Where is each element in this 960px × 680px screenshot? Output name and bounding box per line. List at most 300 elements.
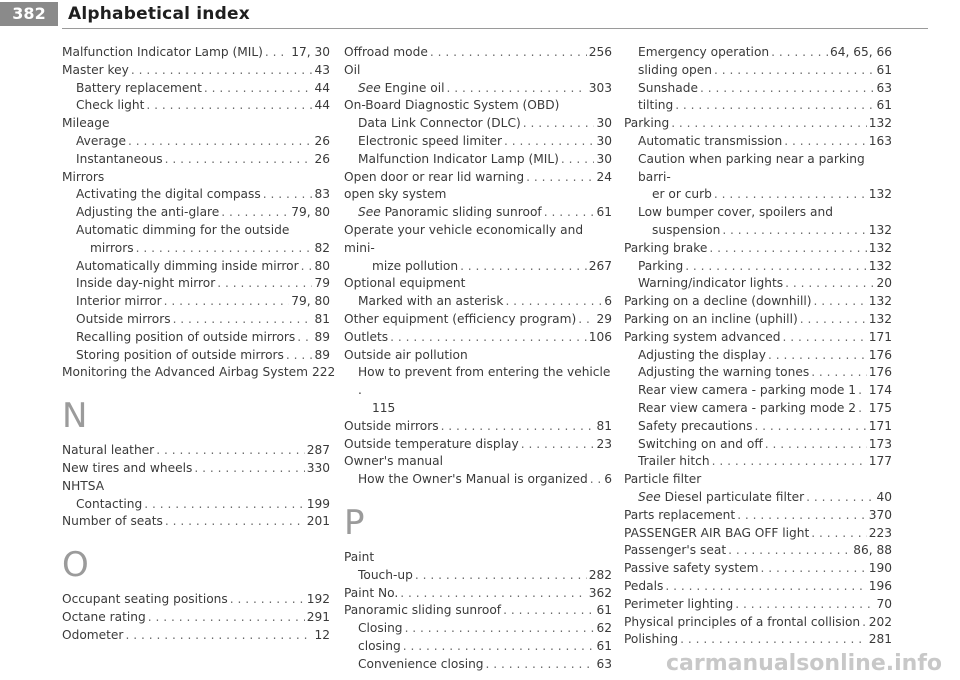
index-entry xyxy=(344,329,612,347)
page-reference: 291 xyxy=(306,609,330,624)
index-entry xyxy=(344,602,612,620)
dot-leader xyxy=(858,382,867,400)
dot-leader xyxy=(460,258,587,276)
index-entry xyxy=(62,460,330,478)
index-entry-text: Odometer xyxy=(62,627,124,642)
index-entry-text: Activating the digital compass xyxy=(76,187,261,202)
index-entry xyxy=(624,329,892,347)
dot-leader xyxy=(286,347,313,365)
index-entry-text: Rear view camera - parking mode 2 xyxy=(638,400,857,415)
index-entry-text: Parking system advanced xyxy=(624,329,781,344)
index-entry-text: sliding open xyxy=(638,62,712,77)
page-reference: 63 xyxy=(876,80,892,95)
dot-leader xyxy=(173,311,313,329)
index-entry xyxy=(62,442,330,460)
index-heading xyxy=(344,400,612,418)
dot-leader xyxy=(783,329,867,347)
index-entry-text: Parking xyxy=(624,116,670,131)
index-entry-text: How to prevent from entering the vehicle . xyxy=(358,365,611,398)
index-entry xyxy=(62,240,330,258)
index-entry xyxy=(62,151,330,169)
page-reference: 256 xyxy=(588,45,612,59)
dot-leader xyxy=(814,293,867,311)
dot-leader xyxy=(714,62,874,80)
index-entry xyxy=(62,97,330,115)
dot-leader xyxy=(521,436,595,454)
index-entry-text: Closing xyxy=(358,621,403,636)
index-entry xyxy=(624,400,892,418)
index-entry xyxy=(624,347,892,365)
see-reference: See xyxy=(358,80,381,95)
index-entry-text: Parking xyxy=(638,258,684,273)
index-entry xyxy=(62,258,330,276)
index-entry-text: Polishing xyxy=(624,632,679,647)
dot-leader xyxy=(400,585,586,603)
index-column-2 xyxy=(344,44,612,674)
index-entry xyxy=(624,80,892,98)
dot-leader xyxy=(768,347,867,365)
dot-leader xyxy=(523,115,595,133)
index-entry-text: Automatic dimming for the outside xyxy=(76,222,290,237)
index-entry xyxy=(62,293,330,311)
dot-leader xyxy=(297,329,312,347)
index-entry xyxy=(624,222,892,240)
dot-leader xyxy=(131,62,313,80)
index-heading xyxy=(624,151,892,187)
page-reference: 177 xyxy=(868,454,892,469)
index-column-1 xyxy=(62,44,336,645)
index-entry xyxy=(62,513,330,531)
index-entry xyxy=(624,560,892,578)
index-entry-text: Convenience closing xyxy=(358,656,484,671)
dot-leader xyxy=(735,596,874,614)
dot-leader xyxy=(301,258,313,276)
page-reference: 176 xyxy=(868,365,892,380)
index-entry xyxy=(624,97,892,115)
page-reference: 40 xyxy=(876,489,892,504)
page-reference: 362 xyxy=(588,585,612,600)
page-reference: 132 xyxy=(868,116,892,131)
index-entry-text: open sky system xyxy=(344,187,447,202)
index-entry-text: Inside day-night mirror xyxy=(76,276,216,291)
dot-leader xyxy=(665,578,866,596)
page-reference: 81 xyxy=(596,418,612,433)
page-reference: 17, 30 xyxy=(291,45,330,59)
index-entry-text: Owner's manual xyxy=(344,454,444,469)
page-reference: 132 xyxy=(868,311,892,326)
index-entry xyxy=(624,525,892,543)
page-reference: 29 xyxy=(596,311,612,326)
index-entry xyxy=(624,578,892,596)
dot-leader xyxy=(441,418,595,436)
dot-leader xyxy=(505,293,602,311)
index-entry xyxy=(62,133,330,151)
dot-leader xyxy=(148,609,305,627)
index-entry xyxy=(62,609,330,627)
index-entry-text: Outside temperature display xyxy=(344,436,519,451)
index-entry-text: Marked with an asterisk xyxy=(358,294,504,309)
index-entry xyxy=(624,258,892,276)
page-reference: 171 xyxy=(868,329,892,344)
index-entry-text: Open door or rear lid warning xyxy=(344,169,525,184)
index-entry-text: Paint xyxy=(344,549,375,564)
page-reference: 26 xyxy=(314,151,330,166)
dot-leader xyxy=(800,311,867,329)
index-heading xyxy=(344,186,612,204)
dot-leader xyxy=(714,186,867,204)
index-heading xyxy=(624,471,892,489)
index-entry xyxy=(62,275,330,293)
page-reference: 199 xyxy=(306,496,330,511)
index-entry-text: Warning/indicator lights xyxy=(638,276,784,291)
page-reference: 63 xyxy=(596,656,612,671)
index-entry xyxy=(624,115,892,133)
index-entry-text: Outside air pollution xyxy=(344,347,468,362)
dot-leader xyxy=(712,453,867,471)
index-entry-text: Other equipment (efficiency program) xyxy=(344,311,577,326)
index-entry xyxy=(62,204,330,222)
index-entry xyxy=(62,364,336,382)
page-reference: 222 xyxy=(312,365,336,380)
index-entry-text: Mileage xyxy=(62,116,110,131)
page-reference: 175 xyxy=(868,400,892,415)
index-entry xyxy=(62,347,330,365)
index-entry-text: New tires and wheels xyxy=(62,460,193,475)
index-entry-text: Battery replacement xyxy=(76,80,202,95)
index-entry-text: Emergency operation xyxy=(638,45,770,59)
index-entry-text: Particle filter xyxy=(624,472,702,487)
dot-leader xyxy=(125,627,312,645)
page-reference: 173 xyxy=(868,436,892,451)
dot-leader xyxy=(578,311,594,329)
page-reference: 79, 80 xyxy=(291,205,330,220)
index-entry xyxy=(344,169,612,187)
dot-leader xyxy=(671,115,867,133)
page-reference: 61 xyxy=(596,205,612,220)
page-reference: 163 xyxy=(868,133,892,148)
dot-leader xyxy=(265,44,289,62)
index-entry-text: Automatic transmission xyxy=(638,133,783,148)
index-heading xyxy=(344,222,612,258)
page-reference: 44 xyxy=(314,80,330,95)
index-entry-text: Diesel particulate filter xyxy=(664,489,805,504)
index-entry-text: mirrors xyxy=(90,240,134,255)
index-entry xyxy=(624,382,892,400)
index-entry xyxy=(624,364,892,382)
index-entry-text: On-Board Diagnostic System (OBD) xyxy=(344,98,560,113)
index-letter-heading: P xyxy=(344,502,365,543)
index-entry-text: mize pollution xyxy=(372,258,459,273)
index-entry-text: suspension xyxy=(652,222,721,237)
index-heading xyxy=(62,169,330,187)
page-reference: 6 xyxy=(604,294,612,309)
dot-leader xyxy=(165,151,313,169)
index-letter-heading: N xyxy=(62,396,88,437)
dot-leader xyxy=(858,400,867,418)
index-entry-text: Parking brake xyxy=(624,240,708,255)
page-reference: 176 xyxy=(868,347,892,362)
page-reference: 61 xyxy=(876,98,892,113)
index-entry-text: Master key xyxy=(62,62,129,77)
dot-leader xyxy=(561,151,595,169)
index-heading xyxy=(344,453,612,471)
index-entry xyxy=(344,151,612,169)
page-reference: 20 xyxy=(876,276,892,291)
index-heading xyxy=(62,222,330,240)
header-divider xyxy=(62,28,928,29)
dot-leader xyxy=(680,631,867,649)
index-heading xyxy=(344,275,612,293)
page-reference: 70 xyxy=(876,596,892,611)
index-entry-text: Number of seats xyxy=(62,514,163,529)
index-entry xyxy=(344,44,612,62)
index-entry xyxy=(344,80,612,98)
index-entry-text: Instantaneous xyxy=(76,151,163,166)
index-entry-text: er or curb xyxy=(652,187,712,202)
page-reference: 79 xyxy=(314,276,330,291)
page-reference: 83 xyxy=(314,187,330,202)
index-entry xyxy=(344,471,612,489)
index-entry-text: Perimeter lighting xyxy=(624,596,734,611)
index-entry-text: Occupant seating positions xyxy=(62,592,228,607)
dot-leader xyxy=(221,204,289,222)
index-entry xyxy=(624,311,892,329)
index-entry-text: Safety precautions xyxy=(638,418,753,433)
index-entry-text: How the Owner's Manual is organized xyxy=(358,472,588,487)
index-entry xyxy=(624,62,892,80)
dot-leader xyxy=(230,591,305,609)
index-heading xyxy=(344,62,612,80)
index-entry xyxy=(624,436,892,454)
index-entry-text: Sunshade xyxy=(638,80,698,95)
dot-leader xyxy=(590,471,603,489)
index-entry-text: Outlets xyxy=(344,329,389,344)
index-entry xyxy=(344,311,612,329)
page-reference: 201 xyxy=(306,514,330,529)
page-reference: 223 xyxy=(868,525,892,540)
page-reference: 190 xyxy=(868,561,892,576)
page-reference: 174 xyxy=(868,383,892,398)
index-entry-text: Malfunction Indicator Lamp (MIL) xyxy=(62,45,263,59)
page-reference: 132 xyxy=(868,222,892,237)
dot-leader xyxy=(685,258,867,276)
index-entry-text: Rear view camera - parking mode 1 xyxy=(638,383,857,398)
dot-leader xyxy=(526,169,594,187)
page-reference: 282 xyxy=(588,567,612,582)
index-entry-text: PASSENGER AIR BAG OFF light xyxy=(624,525,810,540)
index-entry-text: Contacting xyxy=(76,496,143,511)
page-reference: 64, 65, 66 xyxy=(829,45,892,59)
index-entry xyxy=(344,620,612,638)
page-reference: 132 xyxy=(868,240,892,255)
dot-leader xyxy=(263,186,313,204)
dot-leader xyxy=(811,364,867,382)
index-entry-text: Octane rating xyxy=(62,609,146,624)
page-reference: 82 xyxy=(314,240,330,255)
dot-leader xyxy=(165,513,305,531)
index-heading xyxy=(62,478,330,496)
index-entry xyxy=(624,507,892,525)
index-entry-text: Operate your vehicle economically and mini- xyxy=(344,222,584,255)
index-entry-text: Low bumper cover, spoilers and xyxy=(638,205,833,220)
watermark: carmanualsonline.info xyxy=(666,651,942,676)
dot-leader xyxy=(784,133,867,151)
index-entry-text: Physical principles of a frontal collision xyxy=(624,614,861,629)
index-entry xyxy=(62,80,330,98)
index-heading xyxy=(344,347,612,365)
index-entry-text: Switching on and off xyxy=(638,436,763,451)
dot-leader xyxy=(486,656,595,674)
page-reference: 62 xyxy=(596,621,612,636)
index-entry-text: Electronic speed limiter xyxy=(358,133,502,148)
index-entry-text: Mirrors xyxy=(62,169,105,184)
index-entry xyxy=(62,44,330,62)
dot-leader xyxy=(754,418,866,436)
dot-leader xyxy=(446,80,586,98)
dot-leader xyxy=(675,97,874,115)
index-heading xyxy=(624,204,892,222)
index-entry xyxy=(624,596,892,614)
dot-leader xyxy=(217,275,312,293)
index-entry xyxy=(62,62,330,80)
index-entry-text: Offroad mode xyxy=(344,45,428,59)
index-heading xyxy=(62,115,330,133)
index-entry-text: Monitoring the Advanced Airbag System xyxy=(62,365,308,380)
page-reference: 12 xyxy=(314,627,330,642)
index-entry-text: Pedals xyxy=(624,578,664,593)
dot-leader xyxy=(194,460,304,478)
index-entry-text: Interior mirror xyxy=(76,294,162,309)
index-entry xyxy=(624,186,892,204)
index-entry-text: tilting xyxy=(638,98,674,113)
index-entry xyxy=(344,567,612,585)
index-entry xyxy=(624,614,892,632)
page-reference: 30 xyxy=(596,151,612,166)
index-entry-text: Data Link Connector (DLC) xyxy=(358,116,521,131)
page-reference: 61 xyxy=(876,62,892,77)
dot-leader xyxy=(806,489,874,507)
index-entry-text: Check light xyxy=(76,98,145,113)
dot-leader xyxy=(144,496,304,514)
dot-leader xyxy=(164,293,290,311)
dot-leader xyxy=(722,222,866,240)
index-entry-text: Passenger's seat xyxy=(624,543,727,558)
page-reference: 89 xyxy=(314,347,330,362)
dot-leader xyxy=(771,44,828,62)
index-entry xyxy=(624,489,892,507)
page-reference: 30 xyxy=(596,133,612,148)
index-entry xyxy=(62,591,330,609)
dot-leader xyxy=(405,620,595,638)
dot-leader xyxy=(415,567,587,585)
see-reference: See xyxy=(638,489,661,504)
index-heading xyxy=(344,364,612,400)
page-reference: 202 xyxy=(868,614,892,629)
index-entry-text: Parking on an incline (uphill) xyxy=(624,311,798,326)
page-reference: 43 xyxy=(314,62,330,77)
dot-leader xyxy=(403,638,595,656)
dot-leader xyxy=(700,80,875,98)
index-entry-text: Paint No. xyxy=(344,585,399,600)
page-reference: 192 xyxy=(306,592,330,607)
index-entry-text: Outside mirrors xyxy=(344,418,439,433)
page-reference: 303 xyxy=(588,80,612,95)
index-entry xyxy=(344,293,612,311)
page-reference: 370 xyxy=(868,507,892,522)
page-reference: 30 xyxy=(596,116,612,131)
index-entry-text: Optional equipment xyxy=(344,276,466,291)
index-entry xyxy=(624,293,892,311)
index-entry xyxy=(344,115,612,133)
page-reference: 80 xyxy=(314,258,330,273)
dot-leader xyxy=(765,436,867,454)
index-entry-text: Storing position of outside mirrors xyxy=(76,347,284,362)
index-entry-text: Panoramic sliding sunroof xyxy=(384,205,542,220)
index-letter-heading: O xyxy=(62,545,89,586)
index-entry-text: Automatically dimming inside mirror xyxy=(76,258,299,273)
page-reference: 196 xyxy=(868,578,892,593)
page-reference: 132 xyxy=(868,294,892,309)
page-reference: 171 xyxy=(868,418,892,433)
index-entry-text: Adjusting the display xyxy=(638,347,766,362)
index-entry-text: Malfunction Indicator Lamp (MIL) xyxy=(358,151,559,166)
dot-leader xyxy=(204,80,313,98)
page-header xyxy=(0,0,960,30)
index-entry xyxy=(624,542,892,560)
index-entry xyxy=(344,436,612,454)
dot-leader xyxy=(811,525,866,543)
dot-leader xyxy=(503,602,594,620)
dot-leader xyxy=(862,614,867,632)
section-title: Alphabetical index xyxy=(68,4,250,24)
index-entry xyxy=(624,453,892,471)
index-heading xyxy=(344,549,612,567)
index-entry-text: Parts replacement xyxy=(624,507,736,522)
dot-leader xyxy=(430,44,587,62)
index-entry-text: Natural leather xyxy=(62,443,155,458)
index-entry-text: Caution when parking near a parking barri- xyxy=(638,151,865,184)
dot-leader xyxy=(146,97,312,115)
page-reference: 6 xyxy=(604,472,612,487)
page-reference: 132 xyxy=(868,187,892,202)
index-entry xyxy=(624,631,892,649)
page-reference: 79, 80 xyxy=(291,294,330,309)
dot-leader xyxy=(728,542,851,560)
index-entry-text: NHTSA xyxy=(62,478,105,493)
page-reference: 89 xyxy=(314,329,330,344)
index-entry-text: Engine oil xyxy=(384,80,445,95)
page-reference: 86, 88 xyxy=(853,543,892,558)
index-entry xyxy=(344,204,612,222)
index-entry xyxy=(62,329,330,347)
index-entry xyxy=(62,496,330,514)
index-entry-text: Panoramic sliding sunroof xyxy=(344,603,502,618)
index-entry-text: Outside mirrors xyxy=(76,311,171,326)
page-reference: 330 xyxy=(306,460,330,475)
index-entry-text: Average xyxy=(76,133,127,148)
index-entry xyxy=(624,418,892,436)
dot-leader xyxy=(136,240,313,258)
index-entry xyxy=(624,44,892,62)
dot-leader xyxy=(785,275,874,293)
dot-leader xyxy=(156,442,305,460)
page-reference: 24 xyxy=(596,169,612,184)
index-entry-text: Touch-up xyxy=(358,567,413,582)
page-reference: 81 xyxy=(314,311,330,326)
dot-leader xyxy=(504,133,595,151)
page-reference: 106 xyxy=(588,329,612,344)
page-reference: 287 xyxy=(306,443,330,458)
